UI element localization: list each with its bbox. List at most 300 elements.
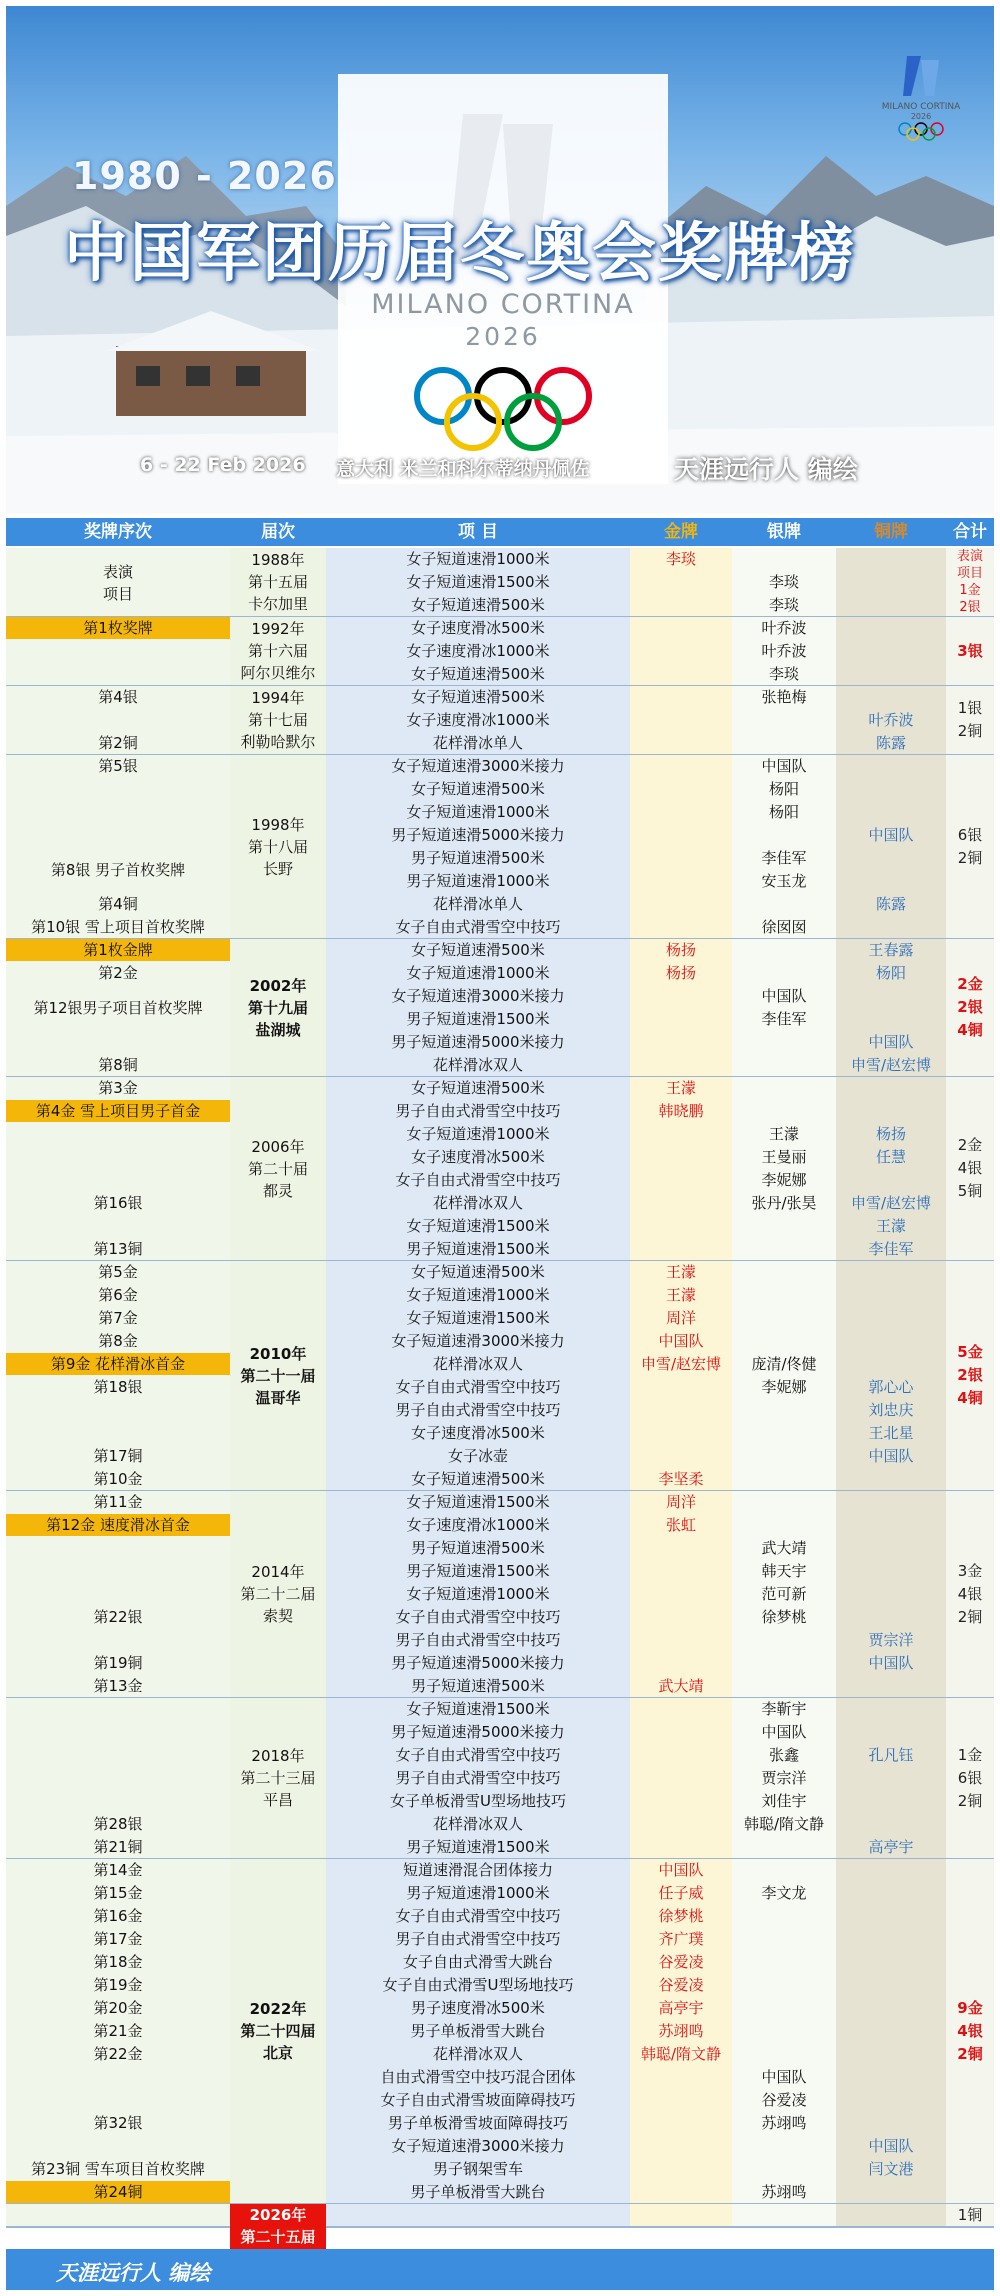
event-cell: 女子自由式滑雪空中技巧 [395, 1378, 561, 1396]
col-header-sequence: 奖牌序次 [6, 518, 230, 546]
corner-emblem-icon [901, 52, 941, 100]
bronze-cell [836, 1491, 946, 1514]
gold-cell: 齐广璞 [658, 1930, 704, 1948]
bronze-cell [836, 2020, 946, 2043]
seq-cell [6, 663, 230, 686]
silver-cell [732, 1905, 836, 1928]
session-line: 第二十一届 [240, 1366, 316, 1385]
event-cell: 男子自由式滑雪空中技巧 [395, 1930, 561, 1948]
seq-cell [6, 1721, 230, 1744]
seq-cell: 第18银 [93, 1378, 143, 1396]
bronze-cell: 陈露 [875, 895, 906, 913]
gold-cell: 韩聪/隋文静 [640, 2045, 722, 2063]
bronze-cell [836, 1882, 946, 1905]
bronze-cell [836, 1583, 946, 1606]
session-line: 第二十届 [247, 1159, 308, 1178]
seq-cell: 第16银 [93, 1194, 143, 1212]
gold-cell [630, 617, 732, 640]
event-cell: 女子短道速滑1000米 [406, 1585, 550, 1603]
bronze-cell [836, 571, 946, 594]
seq-cell: 第23铜 雪车项目首枚奖牌 [31, 2160, 205, 2178]
total-line: 4铜 [957, 1389, 983, 1407]
gold-cell: 张虹 [665, 1516, 696, 1534]
gold-cell: 周洋 [665, 1309, 696, 1327]
gold-cell: 武大靖 [658, 1677, 704, 1695]
gold-cell [630, 1629, 732, 1652]
event-cell: 男子短道速滑1500米 [406, 1562, 550, 1580]
silver-cell [732, 1859, 836, 1882]
seq-cell: 第6金 [98, 1286, 138, 1304]
table-row [6, 2181, 994, 2204]
event-cell: 女子短道速滑500米 [411, 1470, 545, 1488]
event-cell: 女子短道速滑500米 [411, 688, 545, 706]
corner-logo-line2: 2026 [910, 112, 932, 121]
bronze-cell [836, 985, 946, 1008]
bronze-cell [836, 1261, 946, 1284]
table-row [6, 2112, 994, 2135]
table-row [6, 1169, 994, 1192]
silver-cell [732, 1284, 836, 1307]
medal-table [6, 518, 994, 2246]
table-row [6, 1583, 994, 1606]
table-row [6, 1813, 994, 1836]
footer-credit: 天涯远行人 编绘 [56, 2261, 211, 2285]
session-line: 长野 [262, 859, 293, 878]
gold-cell [630, 1192, 732, 1215]
event-cell: 花样滑冰双人 [432, 2045, 523, 2063]
event-cell: 男子短道速滑1500米 [406, 1010, 550, 1028]
bronze-cell: 中国队 [868, 1447, 914, 1465]
seq-cell: 第18金 [93, 1953, 143, 1971]
total-line: 5金 [957, 1343, 983, 1361]
bronze-cell: 杨扬 [875, 1125, 906, 1143]
bronze-cell [836, 2089, 946, 2112]
silver-cell: 李佳军 [761, 849, 807, 867]
table-row [6, 2158, 994, 2181]
event-cell: 男子短道速滑500米 [411, 1677, 545, 1695]
seq-cell [6, 1146, 230, 1169]
bronze-cell [836, 778, 946, 801]
corner-logo-line1: MILANO CORTINA [881, 102, 961, 112]
seq-cell [6, 1767, 230, 1790]
silver-cell: 韩聪/隋文静 [743, 1815, 825, 1833]
bronze-cell [836, 755, 946, 778]
bronze-cell: 贾宗洋 [868, 1631, 914, 1649]
session-line: 阿尔贝维尔 [240, 664, 316, 682]
total-line: 2银 [957, 998, 983, 1016]
event-cell: 女子短道速滑3000米接力 [391, 987, 565, 1005]
bronze-cell [836, 2181, 946, 2204]
session-line: 1992年 [251, 620, 305, 638]
silver-cell [732, 1261, 836, 1284]
silver-cell [732, 1100, 836, 1123]
silver-cell [732, 1330, 836, 1353]
session-line: 温哥华 [255, 1388, 301, 1407]
silver-cell: 中国队 [761, 2068, 807, 2086]
table-row [6, 640, 994, 663]
bronze-cell: 王北星 [868, 1424, 914, 1442]
bronze-cell [836, 2066, 946, 2089]
event-cell: 男子单板滑雪大跳台 [410, 2022, 546, 2040]
silver-cell: 庞清/佟健 [751, 1355, 817, 1373]
bronze-cell: 叶乔波 [868, 711, 914, 729]
session-line: 2026年 [249, 2206, 307, 2224]
bronze-cell: 王春露 [868, 941, 914, 959]
corner-logo [876, 52, 966, 152]
session-line: 第二十五届 [240, 2228, 316, 2246]
silver-cell: 中国队 [761, 757, 807, 775]
year-range: 1980 - 2026 [72, 154, 337, 198]
bronze-cell [836, 916, 946, 939]
seq-cell [6, 640, 230, 663]
seq-cell [6, 2135, 230, 2158]
session-line: 第十五届 [247, 573, 308, 591]
bronze-cell [836, 1560, 946, 1583]
seq-cell [6, 1744, 230, 1767]
total-cell [946, 2204, 994, 2226]
seq-cell [6, 1422, 230, 1445]
bronze-cell [836, 617, 946, 640]
table-row [6, 732, 994, 755]
silver-cell [732, 1836, 836, 1859]
gold-cell [630, 732, 732, 755]
event-dates: 6 - 22 Feb 2026 [140, 454, 306, 476]
event-cell: 男子短道速滑1000米 [406, 1884, 550, 1902]
seq-merged-cell [6, 985, 230, 1031]
silver-cell [732, 1928, 836, 1951]
table-row [6, 1675, 994, 1698]
bronze-cell: 闫文港 [868, 2160, 914, 2178]
silver-cell: 张鑫 [768, 1746, 799, 1764]
gold-cell [630, 1652, 732, 1675]
table-row [6, 2043, 994, 2066]
seq-cell [6, 1399, 230, 1422]
total-line: 项目 [956, 566, 983, 581]
bronze-cell [836, 2112, 946, 2135]
silver-cell: 叶乔波 [761, 642, 807, 660]
silver-cell [732, 1445, 836, 1468]
seq-merged-line: 第12银男子项目首枚奖牌 [33, 999, 203, 1017]
seq-cell: 第4铜 [98, 895, 138, 913]
seq-cell: 第8铜 [98, 1056, 138, 1074]
event-cell: 短道速滑混合团体接力 [402, 1861, 553, 1879]
seq-merged-line: 表演 [102, 562, 133, 581]
table-row [6, 1491, 994, 1514]
seq-cell: 第10金 [93, 1470, 143, 1488]
seq-cell [6, 1031, 230, 1054]
table-row [6, 617, 994, 640]
silver-cell: 中国队 [761, 1723, 807, 1741]
bronze-cell [836, 1307, 946, 1330]
card-year-text: 2026 [465, 322, 541, 351]
gold-cell [630, 1376, 732, 1399]
bronze-cell [836, 1353, 946, 1376]
bronze-cell [836, 1790, 946, 1813]
table-row [6, 1353, 994, 1376]
seq-cell [6, 1537, 230, 1560]
table-row [6, 916, 994, 939]
gold-cell [630, 2089, 732, 2112]
bronze-cell: 刘忠庆 [868, 1401, 914, 1419]
gold-cell: 中国队 [658, 1861, 704, 1879]
seq-cell [6, 2089, 230, 2112]
gold-cell [630, 1008, 732, 1031]
bronze-cell [836, 548, 946, 571]
silver-cell [732, 1468, 836, 1491]
seq-cell [6, 1560, 230, 1583]
seq-cell: 第2铜 [98, 734, 138, 752]
table-row [6, 1468, 994, 1491]
gold-cell: 谷爱凌 [658, 1976, 704, 1994]
bronze-cell [836, 1514, 946, 1537]
gold-cell [630, 1813, 732, 1836]
seq-cell: 第17铜 [93, 1447, 143, 1465]
table-row [6, 1744, 994, 1767]
table-row [6, 1905, 994, 1928]
gold-cell: 王濛 [665, 1263, 696, 1281]
bronze-cell [836, 1169, 946, 1192]
silver-cell: 武大靖 [761, 1539, 807, 1557]
seq-cell [6, 1583, 230, 1606]
session-line: 2014年 [251, 1563, 305, 1581]
table-row [6, 1698, 994, 1721]
table-row [6, 1215, 994, 1238]
table-row [6, 1100, 994, 1123]
event-cell: 女子自由式滑雪空中技巧 [395, 1171, 561, 1189]
gold-cell: 周洋 [665, 1493, 696, 1511]
col-header-event: 项 目 [326, 518, 630, 546]
bronze-cell [836, 1077, 946, 1100]
poster-header [6, 6, 994, 514]
bronze-cell: 中国队 [868, 2137, 914, 2155]
gold-cell [630, 1721, 732, 1744]
table-row [6, 778, 994, 801]
event-cell: 女子短道速滑1000米 [406, 803, 550, 821]
event-cell: 女子短道速滑1000米 [406, 1286, 550, 1304]
gold-cell [630, 1836, 732, 1859]
table-row [6, 686, 994, 709]
event-cell: 男子自由式滑雪空中技巧 [395, 1769, 561, 1787]
event-cell: 花样滑冰双人 [432, 1056, 523, 1074]
seq-cell: 第1枚金牌 [83, 941, 153, 959]
seq-cell: 第2金 [98, 964, 138, 982]
total-line: 4银 [957, 1584, 983, 1603]
gold-cell [630, 1698, 732, 1721]
seq-cell [6, 824, 230, 847]
silver-cell: 中国队 [761, 987, 807, 1005]
seq-cell [6, 1215, 230, 1238]
table-row [6, 2135, 994, 2158]
bronze-cell [836, 1537, 946, 1560]
silver-cell: 苏翊鸣 [761, 2114, 807, 2132]
silver-cell: 刘佳宇 [761, 1792, 807, 1810]
col-header-bronze: 铜牌 [836, 518, 946, 546]
seq-cell [6, 1698, 230, 1721]
silver-cell: 李妮娜 [761, 1171, 807, 1189]
table-row [6, 1307, 994, 1330]
bronze-cell [836, 663, 946, 686]
group-band-g [630, 2204, 732, 2226]
session-line: 第十九届 [247, 998, 308, 1017]
silver-cell: 王曼丽 [761, 1148, 807, 1166]
bronze-cell: 王濛 [875, 1217, 906, 1235]
table-row [6, 1077, 994, 1100]
gold-cell [630, 686, 732, 709]
event-cell: 女子短道速滑1500米 [406, 1493, 550, 1511]
bronze-cell [836, 1951, 946, 1974]
total-line: 5铜 [957, 1182, 983, 1200]
event-cell: 女子自由式滑雪空中技巧 [395, 1746, 561, 1764]
table-row [6, 824, 994, 847]
seq-cell: 第32银 [93, 2114, 143, 2132]
seq-cell: 第22金 [93, 2045, 143, 2063]
table-row [6, 1123, 994, 1146]
olympic-rings-icon [408, 364, 598, 454]
silver-cell [732, 2020, 836, 2043]
gold-cell [630, 1744, 732, 1767]
gold-cell: 韩晓鹏 [658, 1102, 704, 1120]
bronze-cell [836, 1928, 946, 1951]
silver-cell: 李琰 [768, 665, 799, 683]
gold-cell [630, 870, 732, 893]
total-line: 2银 [957, 1366, 983, 1384]
seq-cell: 第21铜 [93, 1838, 143, 1856]
session-line: 第二十三届 [240, 1769, 316, 1787]
silver-cell [732, 2158, 836, 2181]
gold-cell [630, 801, 732, 824]
event-cell: 女子自由式滑雪大跳台 [402, 1953, 553, 1971]
bronze-cell [836, 1008, 946, 1031]
gold-cell [630, 893, 732, 916]
gold-cell: 李琰 [665, 550, 696, 568]
event-host: 意大利 米兰和科尔蒂纳丹佩佐 [336, 458, 590, 480]
event-cell: 女子速度滑冰1000米 [406, 642, 550, 660]
event-cell: 女子短道速滑1000米 [406, 1125, 550, 1143]
total-line: 1金 [959, 583, 981, 598]
event-cell: 女子单板滑雪U型场地技巧 [390, 1792, 566, 1810]
silver-cell: 徐梦桃 [761, 1608, 807, 1626]
gold-cell [630, 2112, 732, 2135]
event-cell: 男子钢架雪车 [432, 2160, 523, 2178]
event-cell: 男子短道速滑500米 [411, 849, 545, 867]
total-line: 1金 [957, 1745, 983, 1764]
seq-cell [6, 1123, 230, 1146]
table-row [6, 1997, 994, 2020]
gold-cell: 谷爱凌 [658, 1953, 704, 1971]
table-row [6, 1606, 994, 1629]
seq-cell [6, 801, 230, 824]
gold-cell [630, 778, 732, 801]
session-line: 1994年 [251, 689, 305, 707]
gold-cell [630, 1215, 732, 1238]
silver-cell [732, 1238, 836, 1261]
bronze-cell: 中国队 [868, 1033, 914, 1051]
table-row [6, 1790, 994, 1813]
event-cell: 女子短道速滑1000米 [406, 964, 550, 982]
seq-cell: 第4银 [98, 688, 138, 706]
gold-cell: 杨扬 [665, 964, 696, 982]
event-cell: 女子短道速滑500米 [411, 1263, 545, 1281]
table-row [6, 1721, 994, 1744]
silver-cell [732, 1491, 836, 1514]
session-line: 北京 [262, 2044, 293, 2062]
silver-cell [732, 1054, 836, 1077]
gold-cell [630, 1169, 732, 1192]
event-cell: 女子自由式滑雪坡面障碍技巧 [380, 2091, 576, 2109]
table-row [6, 1882, 994, 1905]
event-cell: 男子自由式滑雪空中技巧 [395, 1102, 561, 1120]
table-row [6, 939, 994, 962]
seq-cell: 第5银 [98, 757, 138, 775]
total-line: 2铜 [957, 1607, 983, 1626]
silver-cell [732, 709, 836, 732]
event-cell: 花样滑冰单人 [432, 895, 523, 913]
event-cell: 女子自由式滑雪空中技巧 [395, 1907, 561, 1925]
gold-cell [630, 1422, 732, 1445]
gold-cell [630, 847, 732, 870]
table-row [6, 1330, 994, 1353]
gold-cell [630, 1054, 732, 1077]
event-cell: 男子短道速滑1500米 [406, 1240, 550, 1258]
silver-cell: 王濛 [768, 1125, 799, 1143]
gold-cell: 杨扬 [665, 941, 696, 959]
bronze-cell: 陈露 [875, 734, 906, 752]
gold-cell: 任子威 [658, 1884, 704, 1902]
col-header-gold: 金牌 [630, 518, 732, 546]
group-band-ev [326, 2204, 630, 2226]
total-line: 1铜 [957, 2205, 983, 2224]
silver-cell: 谷爱凌 [761, 2091, 807, 2109]
session-line: 平昌 [262, 1791, 293, 1809]
bronze-cell: 中国队 [868, 1654, 914, 1672]
event-cell: 男子短道速滑1000米 [406, 872, 550, 890]
bronze-cell [836, 870, 946, 893]
silver-cell: 安玉龙 [761, 872, 807, 890]
silver-cell: 李靳宇 [761, 1700, 807, 1718]
session-line: 1988年 [251, 551, 305, 569]
gold-cell [630, 1767, 732, 1790]
group-divider [6, 2226, 994, 2228]
silver-cell [732, 2043, 836, 2066]
seq-merged-line: 项目 [102, 584, 133, 603]
total-line: 2金 [957, 1136, 983, 1154]
event-cell: 花样滑冰双人 [432, 1194, 523, 1212]
table-row [6, 1376, 994, 1399]
event-cell: 男子单板滑雪坡面障碍技巧 [387, 2114, 568, 2132]
seq-cell: 第28银 [93, 1815, 143, 1833]
event-cell: 女子短道速滑500米 [411, 941, 545, 959]
bronze-cell: 中国队 [868, 826, 914, 844]
silver-cell: 叶乔波 [761, 619, 807, 637]
total-line: 9金 [957, 1998, 983, 2017]
table-row [6, 1422, 994, 1445]
silver-cell [732, 824, 836, 847]
silver-cell [732, 939, 836, 962]
session-line: 第十七届 [247, 711, 308, 729]
seq-cell: 第16金 [93, 1907, 143, 1925]
seq-cell: 第19铜 [93, 1654, 143, 1672]
event-cell: 男子短道速滑5000米接力 [391, 1033, 565, 1051]
total-line: 2铜 [957, 722, 983, 740]
event-cell: 女子短道速滑3000米接力 [391, 2137, 565, 2155]
table-row [6, 1560, 994, 1583]
bronze-cell: 任慧 [875, 1148, 906, 1166]
gold-cell: 申雪/赵宏博 [640, 1355, 722, 1373]
silver-cell [732, 2135, 836, 2158]
seq-cell: 第1枚奖牌 [83, 619, 153, 637]
session-line: 都灵 [262, 1181, 293, 1200]
seq-cell [6, 1790, 230, 1813]
